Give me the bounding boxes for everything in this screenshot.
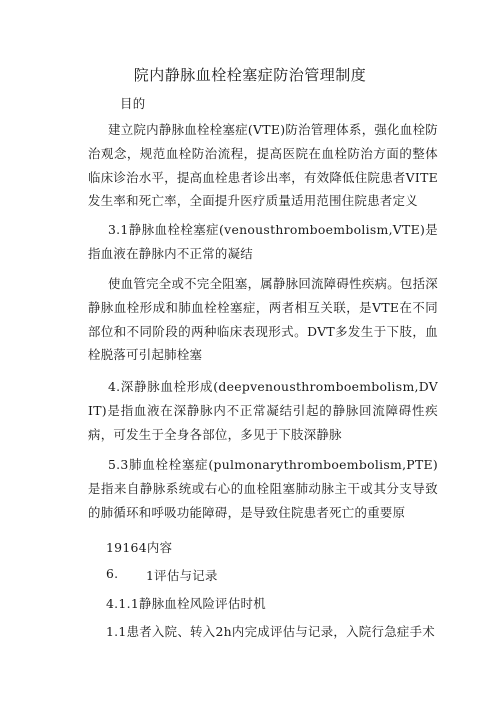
paragraph-vte-detail: 使血管完全或不完全阻塞，属静脉回流障碍性疾病。包括深静脉血栓形成和肺血栓栓塞症，两者相互关联，是VTE在不同部位和不同阶段的两种临床表现形式。DVT多发生于下肢，血栓脱落可引起肺栓塞 — [88, 276, 438, 363]
document-title: 院内静脉血栓栓塞症防治管理制度 — [133, 66, 367, 84]
heading-purpose: 目的 — [120, 96, 146, 111]
paragraph-purpose: 建立院内静脉血栓栓塞症(VTE)防治管理体系，强化血栓防治观念，规范血栓防治流程，提高医院在血栓防治方面的整体临床诊治水平，提高血栓患者诊出率，有效降低住院患者VITE发生率和死亡率，全面提升医疗质量适用范围住院患者定义 — [88, 122, 438, 209]
paragraph-definition-pte: 5.3肺血栓栓塞症(pulmonarythromboembolism,PTE)是指来自静脉系统或右心的血栓阻塞肺动脉主干或其分支导致的肺循环和呼吸功能障碍，是导致住院患者死亡的重要原 — [88, 457, 438, 520]
line-content: 19164内容 — [106, 540, 173, 555]
line-section-4-1-1: 4.1.1静脉血栓风险评估时机 — [106, 596, 266, 611]
section-6-heading: 1评估与记录 — [146, 568, 218, 583]
line-section-1-1: 1.1患者入院、转入2h内完成评估与记录，入院行急症手术 — [106, 624, 435, 639]
paragraph-definition-dvt: 4.深静脉血栓形成(deepvenousthromboembolism,DVIT)是指血液在深静脉内不正常凝结引起的静脉回流障碍性疾病，可发生于全身各部位，多见于下肢深静脉 — [88, 379, 438, 442]
paragraph-definition-vte: 3.1静脉血栓栓塞症(venousthromboembolism,VTE)是指血液在静脉内不正常的凝结 — [88, 222, 438, 261]
section-6-number: 6. — [106, 566, 119, 581]
